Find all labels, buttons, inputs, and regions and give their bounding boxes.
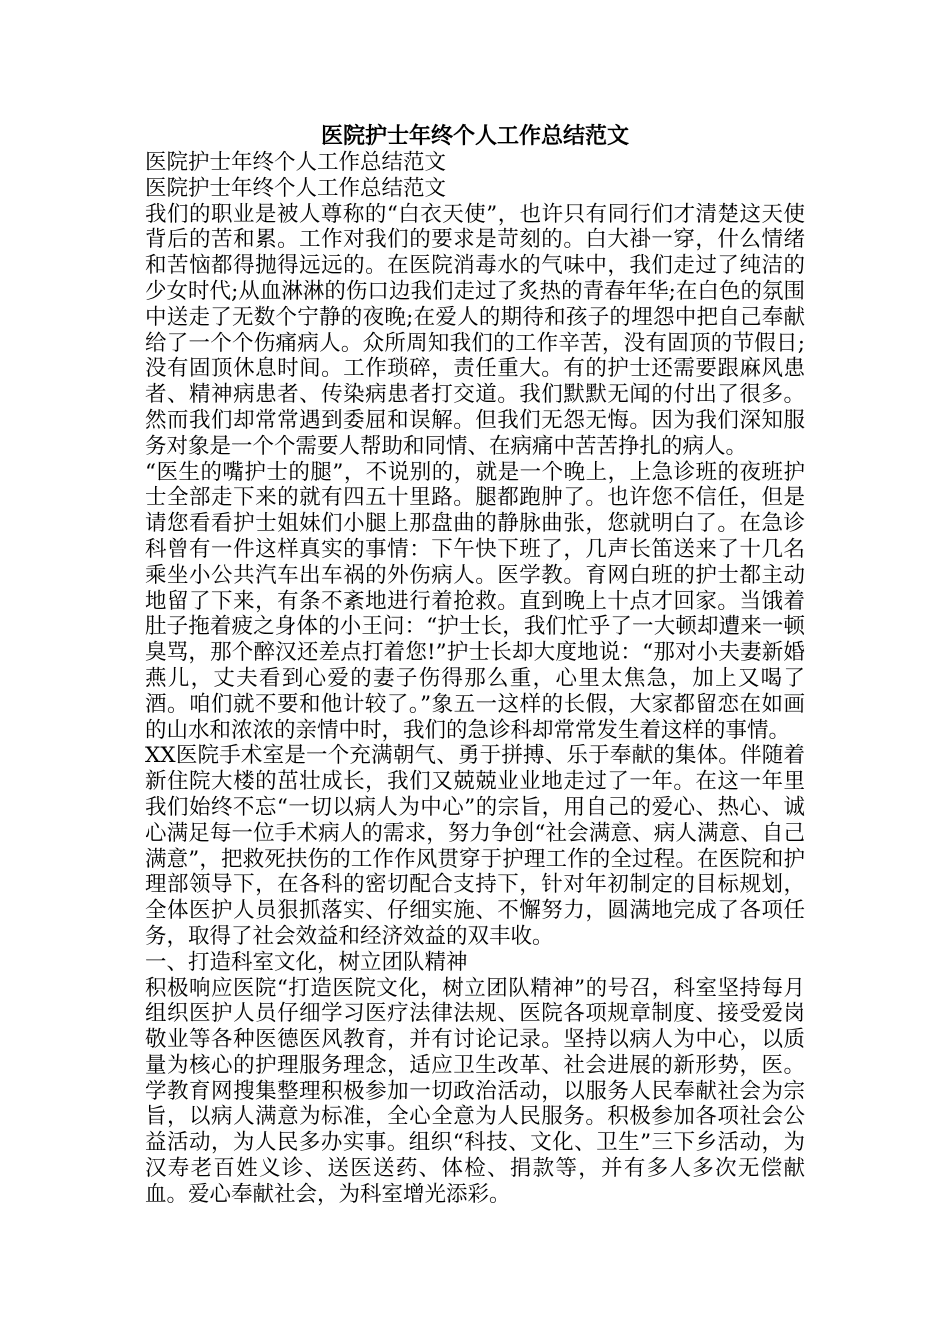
document-subtitle: 医院护士年终个人工作总结范文 xyxy=(145,150,447,175)
body-paragraph: “医生的嘴护士的腿”，不说别的，就是一个晚上，上急诊班的夜班护士全部走下来的就有四五十里路。腿都跑肿了。也许您不信任，但是请您看看护士姐妹们小腿上那盘曲的静脉曲张，您就明白了。在急诊科曾有一件这样真实的事情：下午快下班了，几声长笛送来了十几名乘坐小公共汽车出车祸的外伤病人。医学教。育网白班的护士都主动地留了下来，有条不紊地进行着抢救。直到晚上十点才回家。当饿着肚子拖着疲之身体的小王问：“护士长，我们忙乎了一大顿却遭来一顿臭骂，那个醉汉还差点打着您!”护士长却大度地说：“那对小夫妻新婚燕儿，丈夫看到心爱的妻子伤得那么重，心里太焦急，加上又喝了酒。咱们就不要和他计较了。”象五一这样的长假，大家都留恋在如画的山水和浓浓的亲情中时，我们的急诊科却常常发生着这样的事情。 xyxy=(145,459,805,743)
document-page xyxy=(145,122,805,1208)
document-title: 医院护士年终个人工作总结范文 xyxy=(320,123,629,149)
body-paragraph: XX医院手术室是一个充满朝气、勇于拼搏、乐于奉献的集体。伴随着新住院大楼的茁壮成长，我们又兢兢业业地走过了一年。在这一年里我们始终不忘“一切以病人为中心”的宗旨，用自己的爱心、热心、诚心满足每一位手术病人的需求，努力争创“社会满意、病人满意、自己满意”，把救死扶伤的工作作风贯穿于护理工作的全过程。在医院和护理部领导下，在各科的密切配合支持下，针对年初制定的目标规划，全体医护人员狠抓落实、仔细实施、不懈努力，圆满地完成了各项任务，取得了社会效益和经济效益的双丰收。 xyxy=(145,743,805,949)
section-heading: 一、打造科室文化，树立团队精神 xyxy=(145,949,468,975)
body-paragraph: 积极响应医院“打造医院文化，树立团队精神”的号召，科室坚持每月组织医护人员仔细学习医疗法律法规、医院各项规章制度、接受爱岗敬业等各种医德医风教育，并有讨论记录。坚持以病人为中心，以质量为核心的护理服务理念，适应卫生改革、社会进展的新形势，医。学教育网搜集整理积极参加一切政治活动，以服务人民奉献社会为宗旨，以病人满意为标准，全心全意为人民服务。积极参加各项社会公益活动，为人民多办实事。组织“科技、文化、卫生”三下乡活动，为汉寿老百姓义诊、送医送药、体检、捐款等，并有多人多次无偿献血。爱心奉献社会，为科室增光添彩。 xyxy=(145,975,805,1207)
document-subtitle: 医院护士年终个人工作总结范文 xyxy=(145,175,447,201)
body-paragraph: 我们的职业是被人尊称的“白衣天使”，也许只有同行们才清楚这天使背后的苦和累。工作对我们的要求是苛刻的。白大褂一穿，什么情绪和苦恼都得抛得远远的。在医院消毒水的气味中，我们走过了纯洁的少女时代;从血淋淋的伤口边我们走过了炙热的青春年华;在白色的氛围中送走了无数个宁静的夜晚;在爱人的期待和孩子的埋怨中把自己奉献给了一个个伤痛病人。众所周知我们的工作辛苦，没有固顶的节假日;没有固顶休息时间。工作琐碎，责任重大。有的护士还需要跟麻风患者、精神病患者、传染病患者打交道。我们默默无闻的付出了很多。然而我们却常常遇到委屈和误解。但我们无怨无悔。因为我们深知服务对象是一个个需要人帮助和同情、在病痛中苦苦挣扎的病人。 xyxy=(145,201,805,459)
